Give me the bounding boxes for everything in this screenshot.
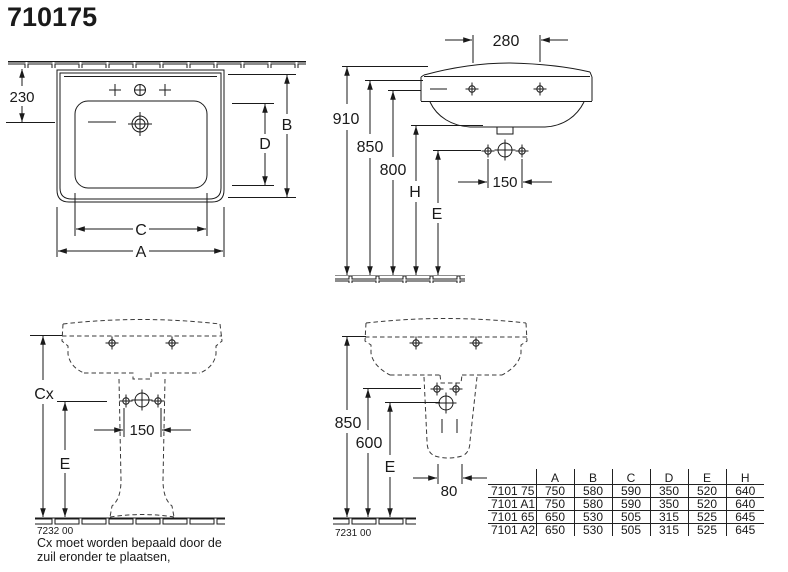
value-cell: 505 xyxy=(612,511,650,524)
model-label: 7101 A1 xyxy=(488,498,536,511)
table-row xyxy=(488,498,764,511)
value-cell: 750 xyxy=(536,498,574,511)
drain-outlet xyxy=(497,127,513,134)
value-cell: 350 xyxy=(650,485,688,498)
dim-E-label: E xyxy=(384,459,396,476)
dim-150-label: 150 xyxy=(492,174,518,191)
table-row xyxy=(488,511,764,524)
value-cell: 530 xyxy=(574,511,612,524)
dim-80 xyxy=(413,464,487,500)
col-header-A: A xyxy=(536,469,574,485)
dim-E-pedestal xyxy=(57,402,107,518)
dim-C-label: C xyxy=(135,222,147,239)
value-cell: 520 xyxy=(688,498,726,511)
dim-280 xyxy=(445,33,568,63)
value-cell: 650 xyxy=(536,511,574,524)
dim-230-label: 230 xyxy=(9,89,35,106)
dim-B-label: B xyxy=(281,117,293,134)
col-header-H: H xyxy=(726,469,764,485)
wall-fixing-holes xyxy=(482,140,529,161)
wall-hatch xyxy=(8,61,306,68)
height-dimensions xyxy=(335,337,440,518)
dim-600-label: 600 xyxy=(355,435,383,452)
dim-150-label: 150 xyxy=(129,422,155,439)
dim-Cx xyxy=(30,336,62,518)
value-cell: 645 xyxy=(726,511,764,524)
drain-hole xyxy=(88,112,152,136)
value-cell: 590 xyxy=(612,485,650,498)
height-dimensions xyxy=(333,67,483,276)
value-cell: 580 xyxy=(574,485,612,498)
table-corner-cell xyxy=(488,469,536,485)
table-header-row xyxy=(488,469,764,485)
dim-280-label: 280 xyxy=(492,33,520,50)
dim-80-label: 80 xyxy=(440,483,458,500)
front-view xyxy=(6,61,306,261)
value-cell: 350 xyxy=(650,498,688,511)
value-cell: 650 xyxy=(536,524,574,537)
dim-D-label: D xyxy=(259,136,271,153)
note-line-2: zuil eronder te plaatsen, xyxy=(37,550,171,564)
value-cell: 315 xyxy=(650,511,688,524)
dim-H-label: H xyxy=(409,184,421,201)
basin-profile xyxy=(421,63,592,134)
col-header-E: E xyxy=(688,469,726,485)
col-header-C: C xyxy=(612,469,650,485)
model-label: 7101 75 xyxy=(491,484,535,498)
dim-800-label: 800 xyxy=(379,162,407,179)
value-cell: 530 xyxy=(574,524,612,537)
dim-C xyxy=(75,193,207,239)
dimension-table xyxy=(488,469,764,536)
tap-holes xyxy=(109,84,171,96)
value-cell: 520 xyxy=(688,485,726,498)
model-label: 7101 65 xyxy=(488,511,536,524)
basin-dashed-outline xyxy=(365,319,527,384)
installation-note xyxy=(37,536,222,564)
dim-E-label: E xyxy=(59,456,71,473)
dim-230 xyxy=(6,69,55,123)
dim-E-label: E xyxy=(431,206,443,223)
dim-850-label: 850 xyxy=(356,139,384,156)
dim-Cx-label: Cx xyxy=(34,386,54,403)
value-cell: 750 xyxy=(536,485,574,498)
pedestal-view xyxy=(30,320,225,538)
product-code-7231: 7231 00 xyxy=(335,528,372,539)
model-label: 7101 A2 xyxy=(488,524,536,537)
product-code-7232: 7232 00 xyxy=(37,526,74,537)
dim-150-pedestal xyxy=(94,408,191,439)
table-row xyxy=(488,485,764,498)
floor-hatch xyxy=(333,518,416,525)
floor-hatch xyxy=(335,276,465,283)
value-cell: 525 xyxy=(688,524,726,537)
dim-150 xyxy=(458,159,552,191)
value-cell: 505 xyxy=(612,524,650,537)
note-line-1: Cx moet worden bepaald door de xyxy=(37,536,222,550)
value-cell: 640 xyxy=(726,485,764,498)
floor-hatch xyxy=(35,518,225,525)
dim-850-label: 850 xyxy=(334,415,362,432)
value-cell: 590 xyxy=(612,498,650,511)
value-cell: 580 xyxy=(574,498,612,511)
dim-D xyxy=(232,104,274,186)
value-cell: 315 xyxy=(650,524,688,537)
value-cell: 525 xyxy=(688,511,726,524)
page-title: 710175 xyxy=(7,2,98,32)
dim-910-label: 910 xyxy=(332,111,360,128)
value-cell: 640 xyxy=(726,498,764,511)
basin-dashed-outline xyxy=(62,320,222,380)
value-cell: 645 xyxy=(726,524,764,537)
fixing-holes xyxy=(410,337,483,434)
table-row xyxy=(488,524,764,537)
col-header-B: B xyxy=(574,469,612,485)
side-view xyxy=(333,33,592,283)
col-header-D: D xyxy=(650,469,688,485)
dim-A-label: A xyxy=(135,244,147,261)
